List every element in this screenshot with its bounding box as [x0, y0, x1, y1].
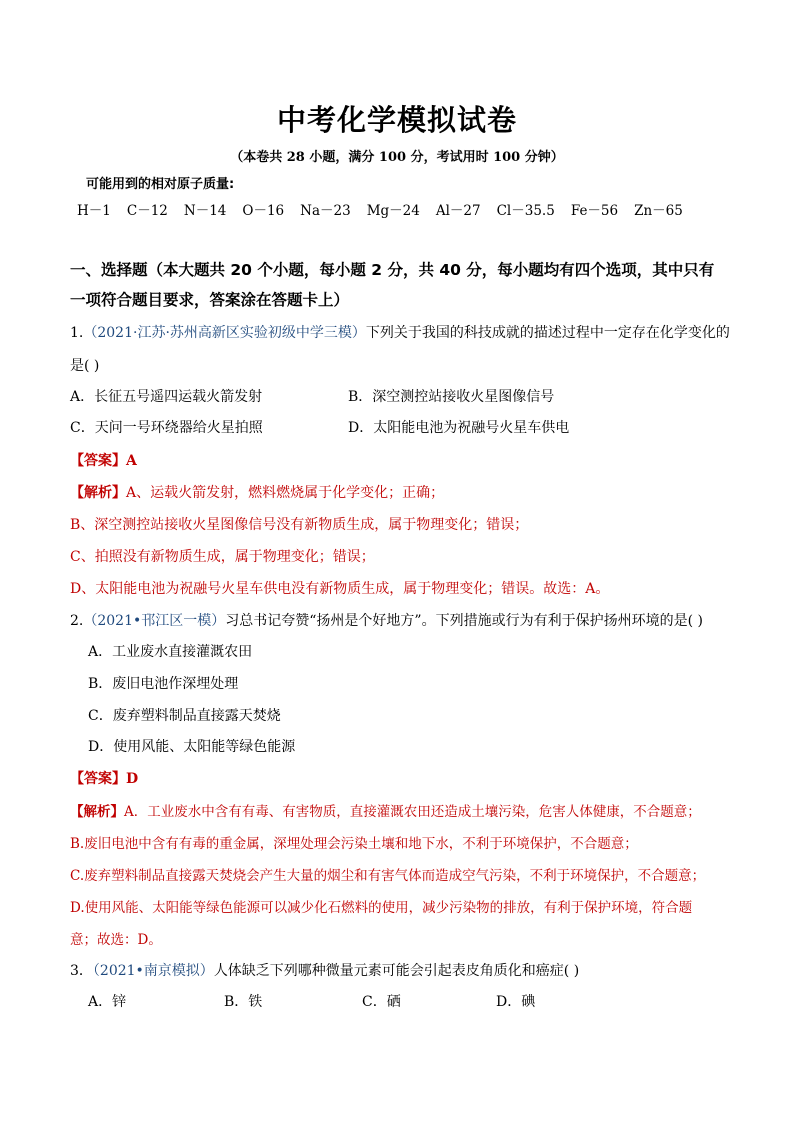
question-3-stem	[70, 960, 579, 980]
atomic-mass-item: Cl－35.5	[496, 203, 555, 219]
question-1-answer	[70, 450, 137, 470]
question-3-option-d: D．碘	[496, 994, 536, 1010]
question-source: （2021·江苏·苏州高新区实验初级中学三模）	[83, 325, 366, 341]
question-number: 3．	[70, 963, 93, 979]
atomic-mass-item: C－12	[126, 203, 168, 219]
question-3-option-c: C．硒	[362, 994, 401, 1010]
answer-label: 【答案】	[70, 771, 126, 787]
question-2-option-c: C．废弃塑料制品直接露天焚烧	[88, 708, 281, 724]
question-3-option-b: B．铁	[224, 994, 263, 1010]
section-heading-line1: 一、选择题（本大题共 20 个小题，每小题 2 分，共 40 分，每小题均有四个选项，其中只有	[70, 261, 715, 279]
question-1-option-c: C．天问一号环绕器给火星拍照	[70, 420, 263, 436]
question-2-option-a: A．工业废水直接灌溉农田	[88, 644, 253, 660]
atomic-mass-item: Zn－65	[634, 203, 683, 219]
question-1-analysis-1	[70, 482, 444, 502]
page-subtitle: （本卷共 28 小题，满分 100 分，考试用时 100 分钟）	[230, 150, 564, 165]
analysis-label: 【解析】	[70, 804, 124, 820]
atomic-mass-item: Na－23	[300, 203, 351, 219]
question-source: （2021•南京模拟）	[92, 963, 214, 979]
question-1-analysis-3: C、拍照没有新物质生成，属于物理变化；错误；	[70, 549, 375, 565]
question-text: 下列关于我国的科技成就的描述过程中一定存在化学变化的	[365, 325, 730, 341]
question-2-analysis-5: 意；故选：D。	[70, 932, 162, 948]
question-1-option-d: D．太阳能电池为祝融号火星车供电	[348, 420, 570, 436]
answer-label: 【答案】	[70, 453, 126, 469]
question-2-option-b: B．废旧电池作深埋处理	[88, 676, 239, 692]
atomic-mass-item: Mg－24	[366, 203, 420, 219]
question-1-analysis-4: D、太阳能电池为祝融号火星车供电没有新物质生成，属于物理变化；错误。故选：A。	[70, 581, 610, 597]
question-2-stem	[70, 610, 703, 630]
atomic-mass-item: Fe－56	[570, 203, 619, 219]
question-3-option-a: A．锌	[88, 994, 127, 1010]
analysis-label: 【解析】	[70, 485, 126, 501]
atomic-mass-list	[77, 199, 699, 219]
analysis-text: A．工业废水中含有有毒、有害物质，直接灌溉农田还造成土壤污染，危害人体健康，不合题意；	[124, 804, 701, 820]
atomic-mass-item: Al－27	[435, 203, 481, 219]
atomic-mass-item: O－16	[242, 203, 285, 219]
question-1-stem-cont: 是( )	[70, 358, 100, 374]
question-1-analysis-2: B、深空测控站接收火星图像信号没有新物质生成，属于物理变化；错误；	[70, 517, 529, 533]
question-number: 2.	[70, 613, 84, 629]
answer-value: A	[126, 453, 137, 469]
question-1-option-a: A．长征五号遥四运载火箭发射	[70, 389, 263, 405]
section-heading-line2: 一项符合题目要求，答案涂在答题卡上）	[70, 291, 350, 309]
question-1-stem	[70, 322, 730, 342]
atomic-mass-label: 可能用到的相对原子质量:	[86, 177, 235, 192]
question-2-analysis-4: D.使用风能、太阳能等绿色能源可以减少化石燃料的使用，减少污染物的排放，有利于保护环境，符合题	[70, 900, 693, 916]
question-source: （2021•邗江区一模）	[83, 613, 226, 629]
question-number: 1.	[70, 325, 84, 341]
question-2-option-d: D．使用风能、太阳能等绿色能源	[88, 739, 296, 755]
page-title: 中考化学模拟试卷	[276, 103, 517, 137]
question-text: 人体缺乏下列哪种微量元素可能会引起表皮角质化和癌症( )	[213, 963, 580, 979]
question-2-analysis-1	[70, 800, 701, 820]
question-2-answer	[70, 768, 138, 788]
atomic-mass-item: H－1	[77, 203, 111, 219]
question-2-analysis-2: B.废旧电池中含有有毒的重金属，深埋处理会污染土壤和地下水，不利于环境保护，不合题意；	[70, 836, 638, 852]
atomic-mass-item: N－14	[183, 203, 227, 219]
question-2-analysis-3: C.废弃塑料制品直接露天焚烧会产生大量的烟尘和有害气体而造成空气污染，不利于环境保护，不合题意；	[70, 868, 706, 884]
answer-value: D	[126, 771, 139, 787]
question-1-option-b: B．深空测控站接收火星图像信号	[348, 389, 555, 405]
question-text: 习总书记夸赞“扬州是个好地方”。下列措施或行为有利于保护扬州环境的是( )	[225, 613, 703, 629]
analysis-text: A、运载火箭发射，燃料燃烧属于化学变化；正确；	[126, 485, 445, 501]
